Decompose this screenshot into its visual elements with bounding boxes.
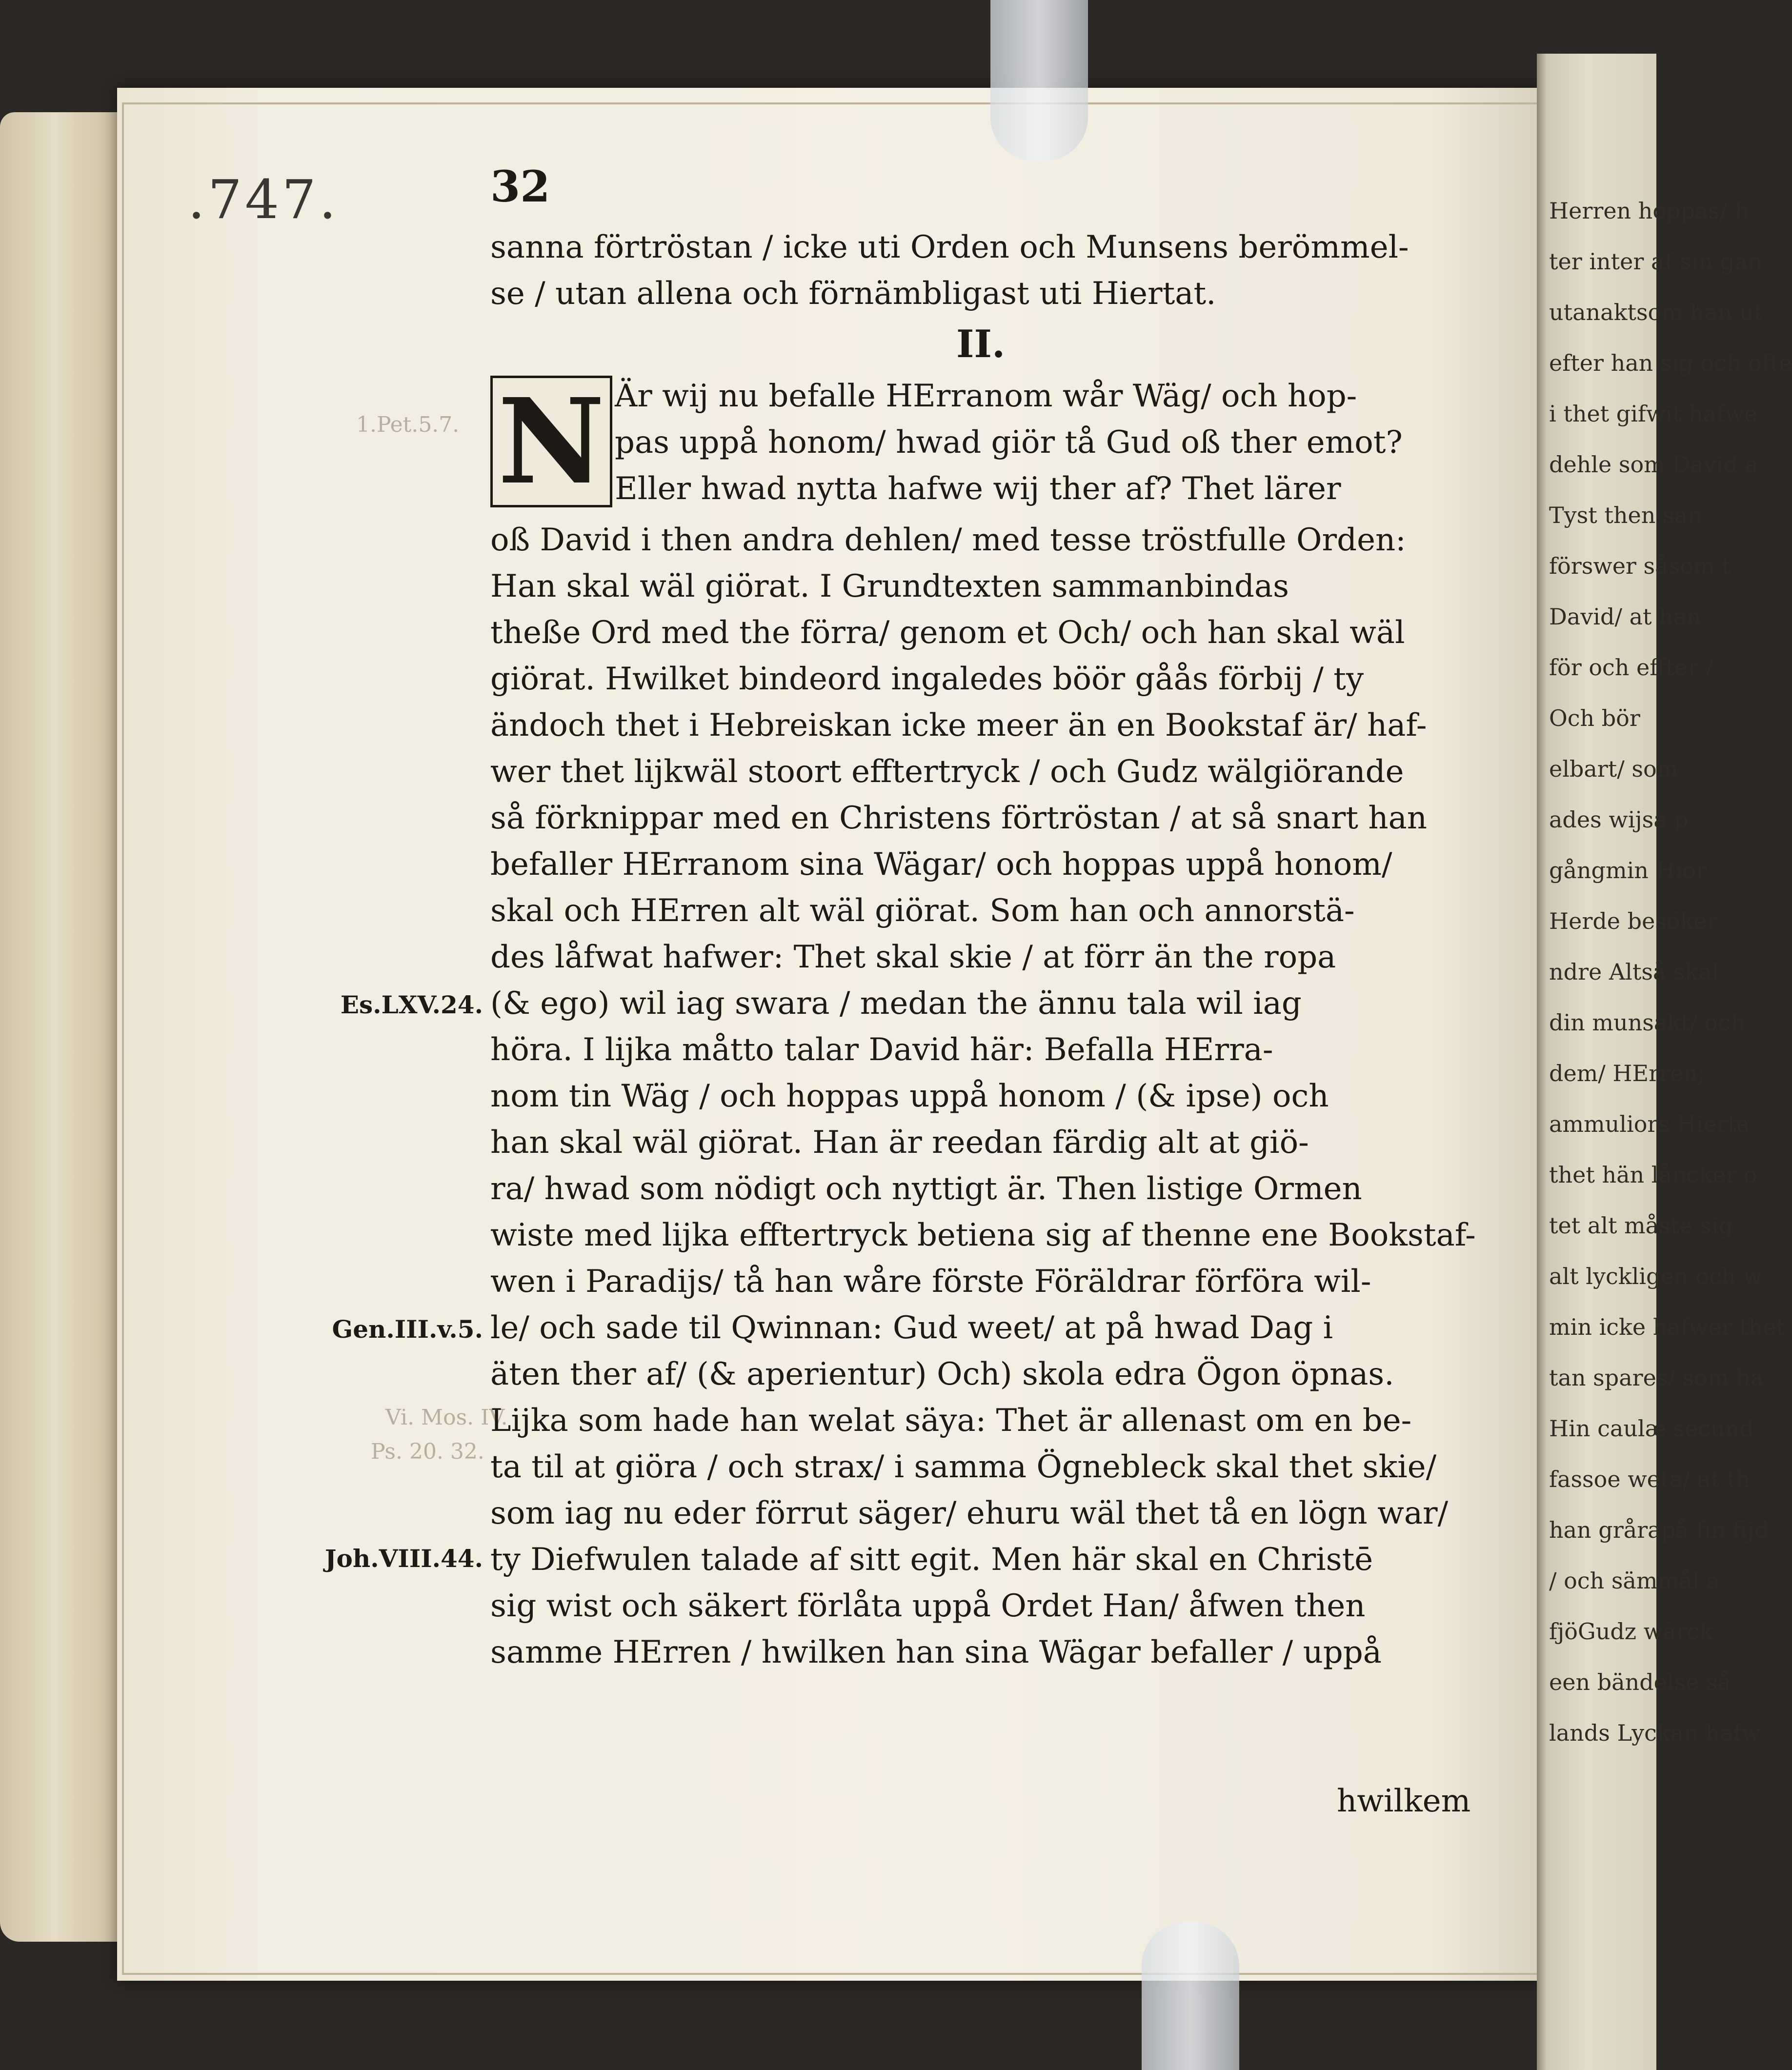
- next-page-line: David/ at han: [1549, 603, 1701, 630]
- next-page-line: din munsäkt/ och: [1549, 1009, 1745, 1036]
- next-page-line: dem/ HErren;: [1549, 1060, 1706, 1086]
- text-line: skal och HErren alt wäl giörat. Som han och annorstä-: [490, 893, 1355, 929]
- text-line: wiste med lijka efftertryck betiena sig af thenne ene Bookstaf-: [490, 1217, 1476, 1253]
- text-line: ty Diefwulen talade af sitt egit. Men här skal en Christē: [490, 1542, 1373, 1578]
- text-line: theße Ord med the förra/ genom et Och/ och han skal wäl: [490, 615, 1405, 651]
- text-line: han skal wäl giörat. Han är reedan färdig alt at giö-: [490, 1125, 1309, 1161]
- page-clip-top: [990, 0, 1088, 161]
- next-page-line: tet alt måste sig: [1549, 1212, 1733, 1239]
- text-line: ra/ hwad som nödigt och nyttigt är. Then listige Ormen: [490, 1171, 1362, 1207]
- text-line: Eller hwad nytta hafwe wij ther af? Thet lärer: [615, 471, 1341, 507]
- text-line: befaller HErranom sina Wägar/ och hoppas uppå honom/: [490, 846, 1392, 883]
- next-page-line: Tyst then san: [1549, 502, 1702, 528]
- next-page-line: een bändelse så: [1549, 1669, 1732, 1695]
- next-page-line: Herde besöker: [1549, 908, 1718, 934]
- next-page-line: ter inter af sin gan: [1549, 248, 1763, 275]
- next-page-line: Och bör: [1549, 705, 1640, 731]
- section-number: II.: [956, 322, 1006, 366]
- text-line: höra. I lijka måtto talar David här: Befalla HErra-: [490, 1032, 1273, 1068]
- text-line: Han skal wäl giörat. I Grundtexten sammanbindas: [490, 568, 1289, 604]
- next-page-line: för och effter /: [1549, 654, 1713, 681]
- text-line: så förknippar med en Christens förtröstan / at så snart han: [490, 800, 1427, 836]
- next-page-line: efter han sig och ofte: [1549, 350, 1792, 376]
- next-page-line: utanaktsom han ut: [1549, 299, 1763, 325]
- text-line: sanna förtröstan / icke uti Orden och Munsens berömmel-: [490, 229, 1409, 265]
- text-line: ta til at giöra / och strax/ i samma Ögnebleck skal thet skie/: [490, 1449, 1437, 1485]
- next-page-line: fjöGudz wärck: [1549, 1618, 1713, 1645]
- margin-note-johannes: Joh.VIII.44.: [324, 1544, 483, 1573]
- next-page-line: / och sämmål a: [1549, 1568, 1720, 1594]
- next-page-line: fassoe weta/ at th: [1549, 1466, 1751, 1492]
- page-clip-bottom: [1142, 1922, 1239, 2070]
- bleed-through-note: Ps. 20. 32.: [371, 1439, 484, 1464]
- text-line: som iag nu eder förrut säger/ ehuru wäl thet tå en lögn war/: [490, 1495, 1449, 1531]
- next-page-line: i thet gifwit hafwe: [1549, 401, 1757, 427]
- text-line: Är wij nu befalle HErranom wår Wäg/ och hop-: [615, 378, 1357, 414]
- text-line: le/ och sade til Qwinnan: Gud weet/ at på hwad Dag i: [490, 1310, 1333, 1346]
- text-line: sig wist och säkert förlåta uppå Ordet Han/ åfwen then: [490, 1588, 1366, 1624]
- next-page-line: förswer såsom t: [1549, 553, 1731, 579]
- text-line: samme HErren / hwilken han sina Wägar befaller / uppå: [490, 1634, 1382, 1670]
- next-page-line: gångmin Hior: [1549, 857, 1707, 884]
- next-page-line: min icke hafwer thet: [1549, 1314, 1785, 1340]
- book-left-edge: [0, 112, 137, 1942]
- text-line: (& ego) wil iag swara / medan the ännu tala wil iag: [490, 985, 1302, 1022]
- next-page-line: elbart/ som: [1549, 756, 1678, 782]
- next-page-line: lands Lyckan hafw: [1549, 1720, 1761, 1746]
- margin-note-genesis: Gen.III.v.5.: [332, 1315, 483, 1344]
- text-line: giörat. Hwilket bindeord ingaledes böör gåås förbij / ty: [490, 661, 1364, 697]
- text-line: oß David i then andra dehlen/ med tesse tröstfulle Orden:: [490, 522, 1406, 558]
- text-line: wer thet lijkwäl stoort efftertryck / och Gudz wälgiörande: [490, 754, 1404, 790]
- text-line: Lijka som hade han welat säya: Thet är allenast om en be-: [490, 1403, 1412, 1439]
- text-line: pas uppå honom/ hwad giör tå Gud oß ther emot?: [615, 424, 1403, 461]
- next-page-line: ndre Altså skal: [1549, 959, 1719, 985]
- catchword: hwilkem: [1337, 1783, 1471, 1819]
- next-page-line: ades wijsa p: [1549, 806, 1689, 833]
- next-page-line: han grårapå fin fijd: [1549, 1517, 1769, 1543]
- text-line: ändoch thet i Hebreiskan icke meer än en Bookstaf är/ haf-: [490, 707, 1427, 744]
- next-page-line: tan spares/ som ha: [1549, 1365, 1764, 1391]
- margin-note-esaias: Es.LXV.24.: [340, 990, 483, 1019]
- next-page-line: dehle som David a: [1549, 451, 1758, 478]
- bleed-through-note: 1.Pet.5.7.: [356, 412, 460, 437]
- text-line: nom tin Wäg / och hoppas uppå honom / (& ipse) och: [490, 1078, 1329, 1114]
- text-line: des låfwat hafwer: Thet skal skie / at förr än the ropa: [490, 939, 1336, 975]
- next-page-line: alt lyckligen och w: [1549, 1263, 1762, 1289]
- text-line: äten ther af/ (& aperientur) Och) skola edra Ögon öpnas.: [490, 1356, 1394, 1392]
- text-line: wen i Paradijs/ tå han wåre förste Föräldrar förföra wil-: [490, 1264, 1371, 1300]
- next-page-line: Herren hoppas/ h: [1549, 198, 1749, 224]
- archive-number: .747.: [188, 168, 339, 231]
- bleed-through-note: Vi. Mos. IV.: [385, 1405, 508, 1430]
- text-line: se / utan allena och förnämbligast uti Hiertat.: [490, 276, 1216, 312]
- drop-cap: N: [490, 376, 612, 507]
- next-page-line: Hin caulæ secund: [1549, 1415, 1754, 1442]
- next-page-line: ammuliors Hierta: [1549, 1111, 1750, 1137]
- next-page-text: [1549, 185, 1792, 1758]
- next-page-line: thet hän låncker o: [1549, 1162, 1757, 1188]
- page-number: 32: [490, 161, 550, 212]
